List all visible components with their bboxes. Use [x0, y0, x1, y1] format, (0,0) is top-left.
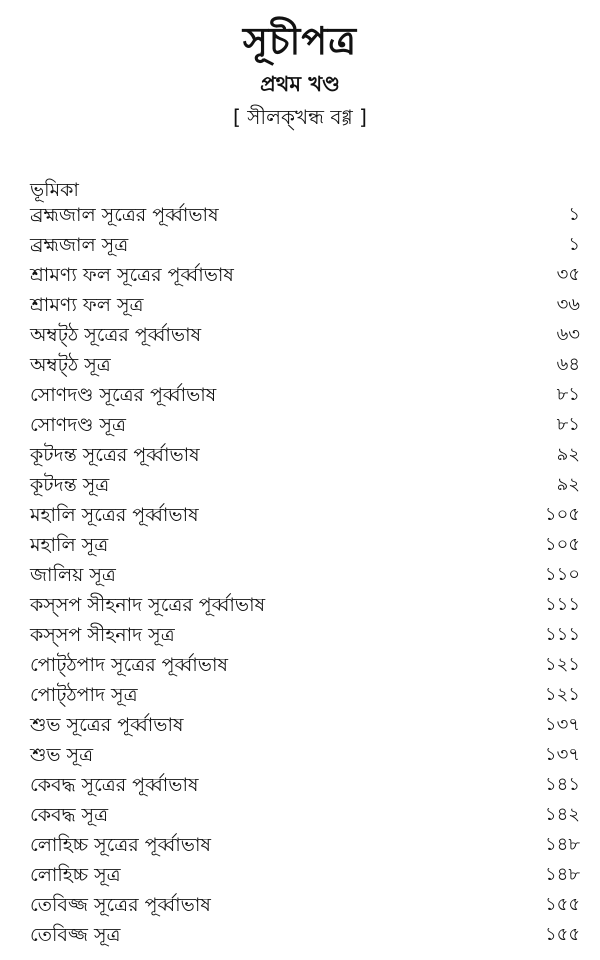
toc-entry [30, 770, 580, 800]
toc-entry-title: তেবিজ্জ সূত্রের পূর্ব্বাভাষ [30, 894, 211, 916]
toc-entry-title: ব্রহ্মজাল সূত্রের পূর্ব্বাভাষ [30, 204, 219, 226]
toc-entry-page: ৮১ [556, 414, 580, 435]
toc-entry-page: ১১১ [544, 594, 580, 615]
toc-entry-title: কূটদন্ত সূত্রের পূর্ব্বাভাষ [30, 444, 200, 466]
toc-entry [30, 800, 580, 830]
toc-entry [30, 260, 580, 290]
toc-entry [30, 740, 580, 770]
toc-entry [30, 320, 580, 350]
toc-entry-page: ১ [568, 204, 580, 225]
volume-heading: প্রথম খণ্ড [260, 72, 340, 96]
toc-entry-title: অম্বট্‌ঠ সূত্র [30, 354, 111, 376]
toc-entry-title: জালিয় সূত্র [30, 564, 116, 586]
toc-entry-title: কেবদ্ধ সূত্র [30, 804, 109, 826]
toc-entry-page: ১১০ [544, 564, 580, 585]
toc-entry-title: কস্সপ সীহনাদ সূত্রের পূর্ব্বাভাষ [30, 594, 266, 616]
toc-entry [30, 530, 580, 560]
toc-entry-page: ৬৪ [556, 354, 580, 375]
toc-entry-page: ১৪৮ [544, 864, 580, 885]
toc-entry-page: ৬৩ [556, 324, 580, 345]
toc-entry-page: ১৪৮ [544, 834, 580, 855]
toc-entry-title: পোট্‌ঠপাদ সূত্র [30, 684, 138, 706]
toc-entry-title: লোহিচ্চ সূত্রের পূর্ব্বাভাষ [30, 834, 211, 856]
toc-entry-page: ১১১ [544, 624, 580, 645]
toc-entry-title: কেবদ্ধ সূত্রের পূর্ব্বাভাষ [30, 774, 199, 796]
toc-entry-title: পোট্‌ঠপাদ সূত্রের পূর্ব্বাভাষ [30, 654, 228, 676]
toc-entry [30, 830, 580, 860]
toc-entry-page: ১৪১ [544, 774, 580, 795]
toc-entry [30, 710, 580, 740]
toc-entry-title: শুভ সূত্র [30, 744, 94, 766]
toc-entry-title: কূটদন্ত সূত্র [30, 474, 110, 496]
toc-entry-title: সোণদণ্ড সূত্রের পূর্ব্বাভাষ [30, 384, 217, 406]
toc-entry-title: তেবিজ্জ সূত্র [30, 924, 121, 946]
toc-entry [30, 230, 580, 260]
toc-entry-title: ব্রহ্মজাল সূত্র [30, 234, 129, 256]
toc-entry-page: ১৩৭ [544, 744, 580, 765]
toc-entry-page: ১ [568, 234, 580, 255]
toc-entry [30, 410, 580, 440]
toc-entry-page: ১৪২ [544, 804, 580, 825]
toc-entry-page: ৮১ [556, 384, 580, 405]
toc-entry [30, 440, 580, 470]
toc-entry [30, 290, 580, 320]
toc-entry-title: লোহিচ্চ সূত্র [30, 864, 121, 886]
section-heading: [ সীলক্খন্ধ বগ্গ ] [233, 105, 367, 129]
table-of-contents [30, 200, 580, 950]
toc-entry [30, 500, 580, 530]
toc-entry-page: ১২১ [544, 654, 580, 675]
toc-entry [30, 590, 580, 620]
toc-entry [30, 890, 580, 920]
toc-entry-title: শ্রামণ্য ফল সূত্র [30, 294, 144, 316]
toc-entry-page: ১৫৫ [544, 924, 580, 945]
toc-entry-title: মহালি সূত্রের পূর্ব্বাভাষ [30, 504, 199, 526]
toc-entry-title: মহালি সূত্র [30, 534, 109, 556]
toc-entry-page: ১০৫ [544, 534, 580, 555]
toc-entry-page: ৩৬ [556, 294, 580, 315]
toc-entry-page: ১০৫ [544, 504, 580, 525]
toc-entry [30, 380, 580, 410]
intro-label: ভূমিকা [30, 179, 79, 201]
toc-entry-page: ১২১ [544, 684, 580, 705]
toc-entry-title: কস্সপ সীহনাদ সূত্র [30, 624, 175, 646]
toc-entry-title: সোণদণ্ড সূত্র [30, 414, 126, 436]
toc-entry-title: শুভ সূত্রের পূর্ব্বাভাষ [30, 714, 184, 736]
toc-entry-title: অম্বট্‌ঠ সূত্রের পূর্ব্বাভাষ [30, 324, 202, 346]
toc-entry-page: ৯২ [556, 444, 580, 465]
toc-entry [30, 680, 580, 710]
toc-entry [30, 560, 580, 590]
toc-entry [30, 470, 580, 500]
toc-entry [30, 200, 580, 230]
toc-entry-title: শ্রামণ্য ফল সূত্রের পূর্ব্বাভাষ [30, 264, 234, 286]
toc-entry [30, 650, 580, 680]
toc-entry-page: ৩৫ [556, 264, 580, 285]
toc-entry [30, 860, 580, 890]
page-title: সূচীপত্র [242, 19, 358, 63]
toc-entry-page: ১৫৫ [544, 894, 580, 915]
toc-entry [30, 350, 580, 380]
toc-entry-page: ৯২ [556, 474, 580, 495]
toc-entry [30, 620, 580, 650]
toc-entry [30, 920, 580, 950]
toc-entry-page: ১৩৭ [544, 714, 580, 735]
